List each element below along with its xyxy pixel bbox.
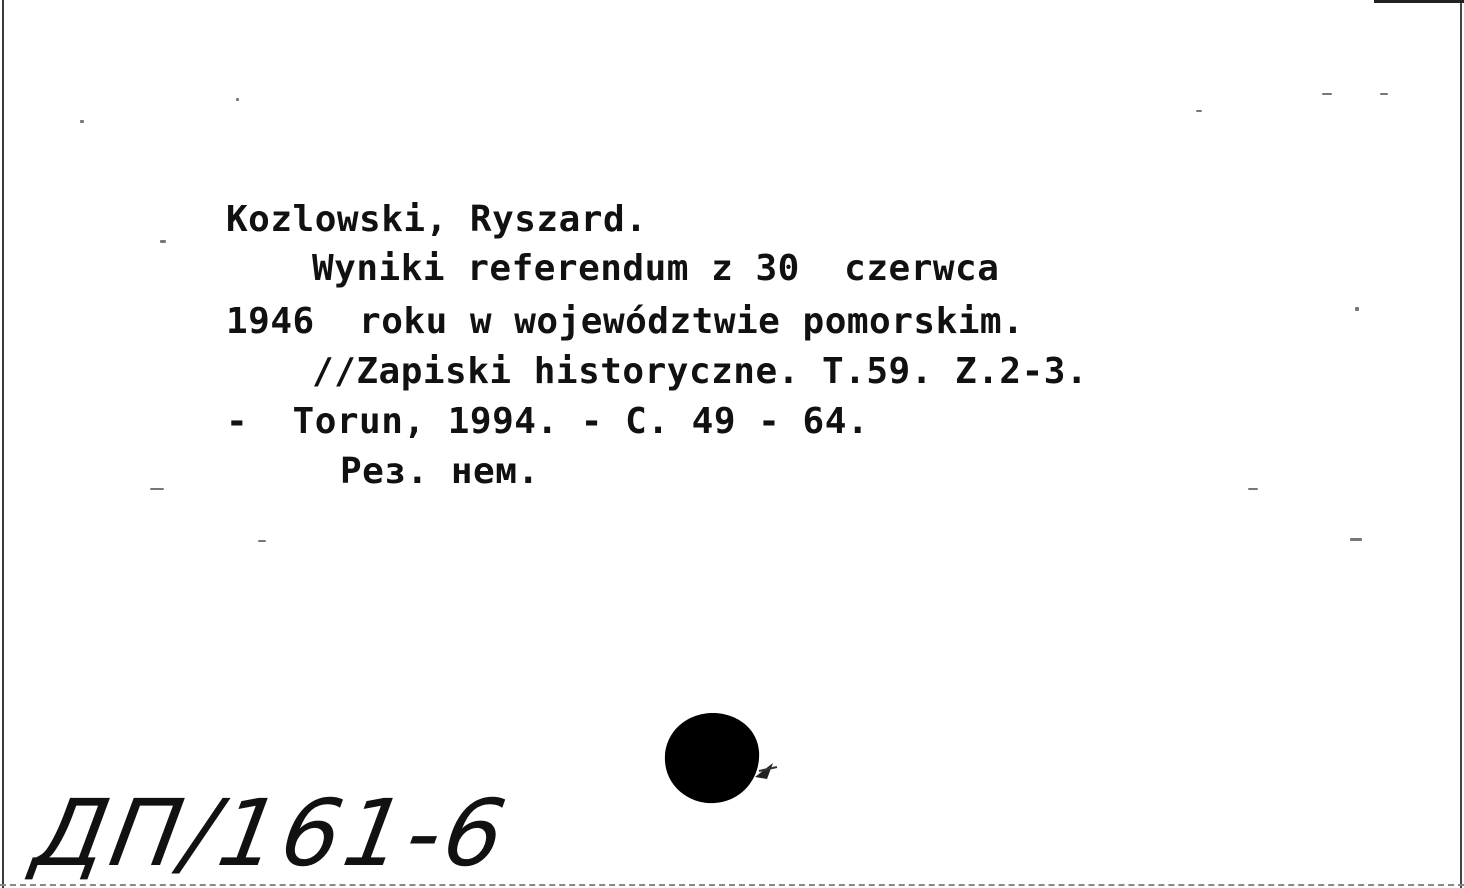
author-line: Kozlowski, Ryszard.	[226, 199, 648, 240]
speck	[236, 98, 239, 101]
speck	[1355, 307, 1359, 311]
summary-note: Рез. нем.	[340, 451, 540, 492]
imprint-line: - Torun, 1994. - C. 49 - 64.	[226, 401, 870, 442]
speck	[1248, 488, 1258, 490]
speck	[1350, 538, 1362, 541]
speck	[1196, 110, 1202, 112]
card-top-edge	[1374, 0, 1464, 3]
handwritten-shelfmark: ДП/161-6	[26, 780, 517, 887]
speck	[1380, 93, 1388, 95]
source-line: //Zapiski historyczne. T.59. Z.2-3.	[312, 351, 1089, 392]
title-line-2: 1946 roku w województwie pomorskim.	[226, 301, 1025, 342]
speck	[1322, 93, 1332, 95]
card-right-edge	[1460, 0, 1462, 888]
speck	[150, 488, 164, 490]
card-left-edge	[2, 0, 4, 888]
speck	[80, 120, 84, 123]
speck	[258, 540, 266, 542]
speck	[160, 240, 166, 243]
title-line-1: Wyniki referendum z 30 czerwca	[312, 248, 1000, 289]
punch-hole-icon	[655, 707, 785, 807]
